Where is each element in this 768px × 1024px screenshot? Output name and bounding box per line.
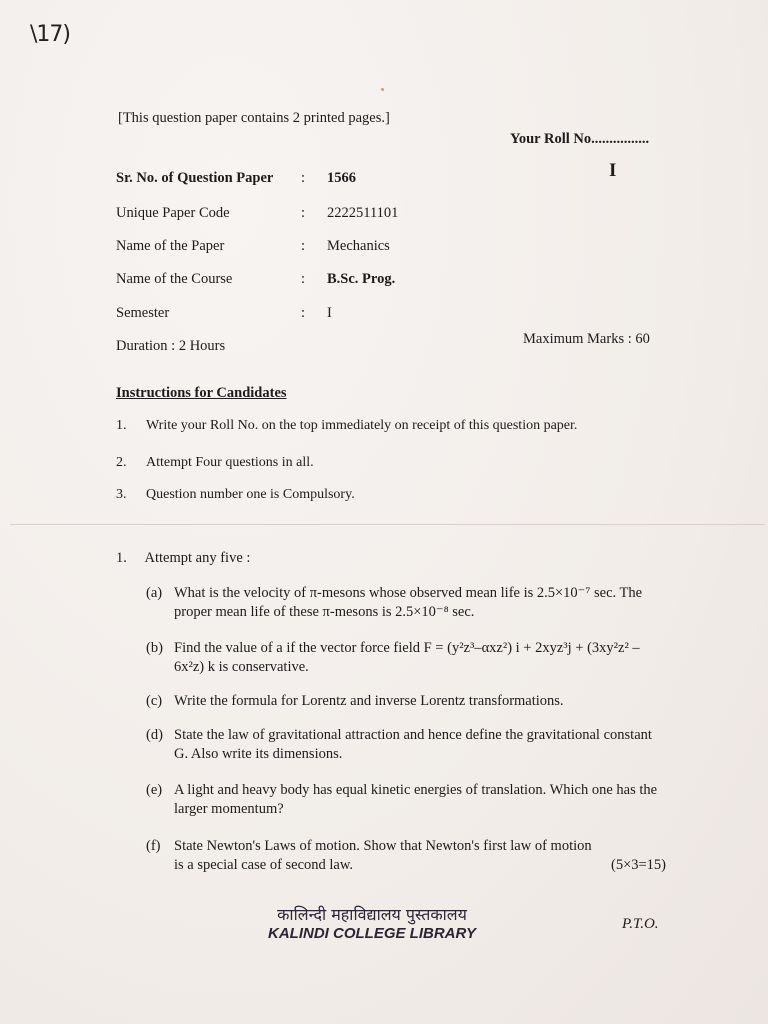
marks-allocation: (5×3=15) <box>610 857 666 873</box>
meta-label: Semester <box>116 305 170 321</box>
part-text: A light and heavy body has equal kinetic energies of translation. Which one has the larger momentum? <box>174 782 658 817</box>
meta-value: Mechanics <box>327 238 390 254</box>
instruction-number: 1. <box>116 418 127 433</box>
meta-label: Unique Paper Code <box>116 205 230 221</box>
roll-number-label: Your Roll No................ <box>510 131 650 147</box>
meta-label: Name of the Course <box>116 271 233 287</box>
part-text: What is the velocity of π-mesons whose observed mean life is 2.5×10⁻⁷ sec. The proper mean life of these π-mesons is 2.5×10⁻⁸ sec. <box>174 585 643 620</box>
instruction-text: Write your Roll No. on the top immediately on receipt of this question paper. <box>146 418 578 433</box>
part-label: (c) <box>146 693 163 709</box>
meta-value: 1566 <box>327 170 356 186</box>
meta-value: I <box>327 305 332 321</box>
meta-colon: : <box>301 170 306 186</box>
question-text: Attempt any five : <box>144 550 251 566</box>
question-part-f <box>146 837 666 875</box>
meta-colon: : <box>301 205 306 221</box>
please-turn-over: P.T.O. <box>622 916 659 932</box>
meta-value: 2222511101 <box>327 205 399 221</box>
part-label: (b) <box>146 640 163 656</box>
part-text: Find the value of a if the vector force field F = (y²z³–αxz²) i + 2xyz³j + (3xy²z² – 6x²z) k is conservative. <box>174 640 640 675</box>
maximum-marks: Maximum Marks : 60 <box>523 331 650 347</box>
duration: Duration : 2 Hours <box>116 338 226 354</box>
meta-colon: : <box>301 305 306 321</box>
meta-value: B.Sc. Prog. <box>327 271 396 287</box>
set-code: I <box>609 160 617 181</box>
instruction-number: 3. <box>116 487 127 502</box>
part-text: State the law of gravitational attraction and hence define the gravitational constant G. Also write its dimensions. <box>174 727 652 762</box>
section-divider <box>10 524 765 525</box>
meta-colon: : <box>301 238 306 254</box>
question-1-heading <box>116 550 250 567</box>
library-stamp <box>268 903 476 942</box>
part-label: (f) <box>146 838 161 854</box>
meta-label: Name of the Paper <box>116 238 225 254</box>
instructions-title: Instructions for Candidates <box>116 385 287 401</box>
question-number: 1. <box>116 550 127 566</box>
instruction-text: Attempt Four questions in all. <box>146 455 314 470</box>
part-label: (a) <box>146 585 163 601</box>
paper-speck <box>381 88 384 91</box>
part-label: (d) <box>146 727 163 743</box>
pages-note: [This question paper contains 2 printed pages.] <box>118 110 390 126</box>
part-text: State Newton's Laws of motion. Show that Newton's first law of motion is a special case of second law. <box>174 838 592 873</box>
meta-label: Sr. No. of Question Paper <box>116 170 274 186</box>
instruction-text: Question number one is Compulsory. <box>146 487 355 502</box>
part-text: Write the formula for Lorentz and inverse Lorentz transformations. <box>174 693 564 709</box>
instruction-number: 2. <box>116 455 127 470</box>
library-stamp-hindi: कालिन्दी महाविद्यालय पुस्तकालय <box>277 905 467 924</box>
library-stamp-english: KALINDI COLLEGE LIBRARY <box>268 925 477 942</box>
handwritten-page-number: \17) <box>30 22 70 47</box>
meta-colon: : <box>301 271 306 287</box>
part-label: (e) <box>146 782 163 798</box>
